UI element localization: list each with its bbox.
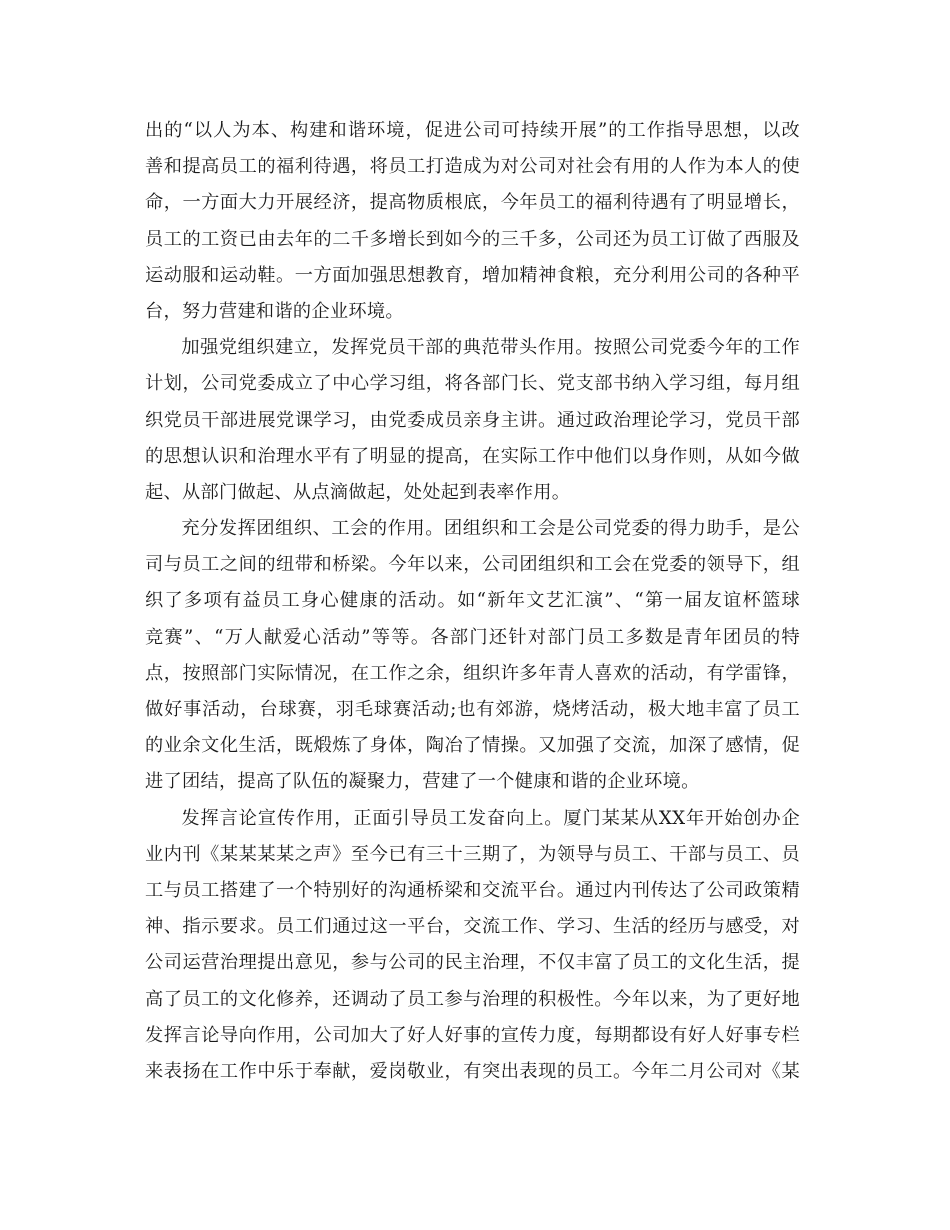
paragraph-line: 神、指示要求。员工们通过这一平台，交流工作、学习、生活的经历与感受，对 bbox=[145, 916, 800, 938]
paragraph-line: 发挥言论宣传作用，正面引导员工发奋向上。厦门某某从XX年开始创办企 bbox=[181, 807, 800, 829]
paragraph-line: 司与员工之间的纽带和桥梁。今年以来，公司团组织和工会在党委的领导下，组 bbox=[145, 554, 800, 576]
paragraph-line: 运动服和运动鞋。一方面加强思想教育，增加精神食粮，充分利用公司的各种平 bbox=[145, 264, 800, 286]
paragraph-line: 计划，公司党委成立了中心学习组，将各部门长、党支部书纳入学习组，每月组 bbox=[145, 373, 800, 395]
paragraph-line: 的思想认识和治理水平有了明显的提高，在实际工作中他们以身作则，从如今做 bbox=[145, 445, 800, 467]
paragraph-line: 竞赛”、“万人献爱心活动”等等。各部门还针对部门员工多数是青年团员的特 bbox=[145, 626, 800, 648]
paragraph-line: 公司运营治理提出意见，参与公司的民主治理，不仅丰富了员工的文化生活，提 bbox=[145, 952, 800, 974]
paragraph-line: 的业余文化生活，既煅炼了身体，陶冶了情操。又加强了交流，加深了感情，促 bbox=[145, 735, 800, 757]
paragraph-line: 台，努力营建和谐的企业环境。 bbox=[145, 300, 404, 322]
paragraph-line: 高了员工的文化修养，还调动了员工参与治理的积极性。今年以来，为了更好地 bbox=[145, 988, 800, 1010]
paragraph-4 bbox=[145, 801, 800, 1091]
paragraph-line: 善和提高员工的福利待遇，将员工打造成为对公司对社会有用的人作为本人的使 bbox=[145, 156, 800, 178]
paragraph-3 bbox=[145, 511, 800, 801]
paragraph-2 bbox=[145, 330, 800, 511]
paragraph-line: 织党员干部进展党课学习，由党委成员亲身主讲。通过政治理论学习，党员干部 bbox=[145, 409, 800, 431]
paragraph-line: 业内刊《某某某某之声》至今已有三十三期了，为领导与员工、干部与员工、员 bbox=[145, 843, 800, 865]
paragraph-line: 进了团结，提高了队伍的凝聚力，营建了一个健康和谐的企业环境。 bbox=[145, 771, 700, 793]
paragraph-line: 织了多项有益员工身心健康的活动。如“新年文艺汇演”、“第一届友谊杯篮球 bbox=[145, 590, 800, 612]
paragraph-line: 命，一方面大力开展经济，提高物质根底，今年员工的福利待遇有了明显增长， bbox=[145, 192, 800, 214]
paragraph-line: 做好事活动，台球赛，羽毛球赛活动;也有郊游，烧烤活动，极大地丰富了员工 bbox=[145, 699, 800, 720]
paragraph-line: 起、从部门做起、从点滴做起，处处起到表率作用。 bbox=[145, 481, 571, 503]
paragraph-line: 来表扬在工作中乐于奉献，爱岗敬业，有突出表现的员工。今年二月公司对《某 bbox=[145, 1060, 800, 1082]
document-body bbox=[145, 113, 800, 1090]
paragraph-line: 出的“以人为本、构建和谐环境，促进公司可持续开展”的工作指导思想，以改 bbox=[145, 120, 800, 141]
paragraph-1 bbox=[145, 113, 800, 330]
paragraph-line: 点，按照部门实际情况，在工作之余，组织许多年青人喜欢的活动，有学雷锋， bbox=[145, 662, 800, 684]
paragraph-line: 充分发挥团组织、工会的作用。团组织和工会是公司党委的得力助手，是公 bbox=[181, 518, 800, 540]
paragraph-line: 工与员工搭建了一个特别好的沟通桥梁和交流平台。通过内刊传达了公司政策精 bbox=[145, 879, 800, 901]
paragraph-line: 加强党组织建立，发挥党员干部的典范带头作用。按照公司党委今年的工作 bbox=[181, 337, 800, 359]
paragraph-line: 员工的工资已由去年的二千多增长到如今的三千多，公司还为员工订做了西服及 bbox=[145, 228, 800, 250]
paragraph-line: 发挥言论导向作用，公司加大了好人好事的宣传力度，每期都设有好人好事专栏 bbox=[145, 1024, 800, 1046]
